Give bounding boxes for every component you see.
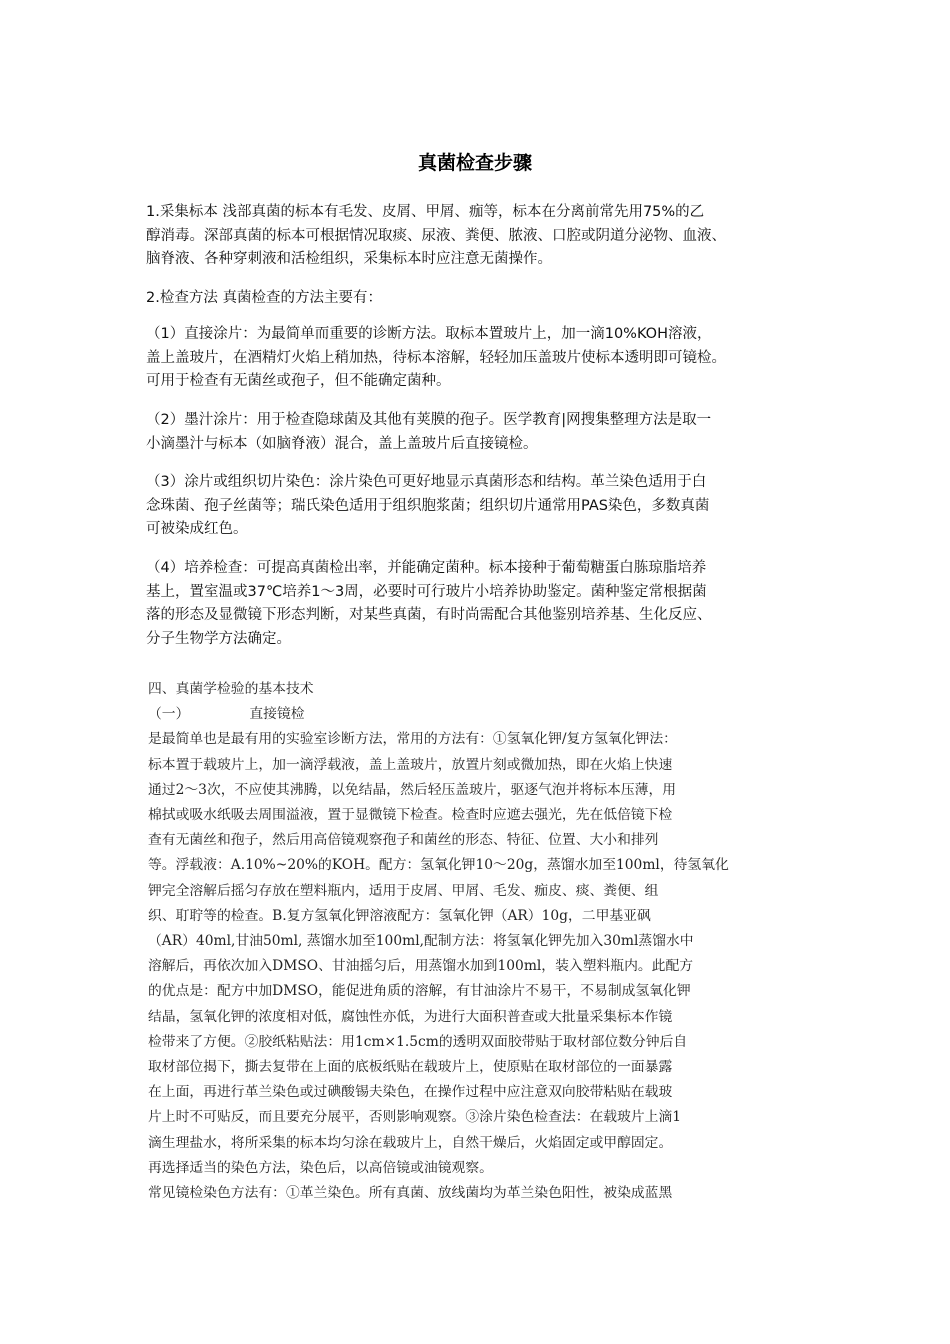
section-heading: 四、真菌学检验的基本技术 [148, 681, 314, 697]
paragraph-method [146, 287, 808, 311]
text-line: 查有无菌丝和孢子，然后用高倍镜观察孢子和菌丝的形态、特征、位置、大小和排列 [148, 832, 659, 849]
subsection-heading [148, 702, 808, 727]
text-line: 分子生物学方法确定。 [146, 630, 291, 647]
text-line: 通过2～3次，不应使其沸腾，以免结晶，然后轻压盖玻片，驱逐气泡并将标本压薄，用 [148, 781, 677, 798]
text-line: 落的形态及显微镜下形态判断，对某些真菌，有时尚需配合其他鉴别培养基、生化反应、 [146, 607, 712, 623]
text-line: 是最简单也是最有用的实验室诊断方法，常用的方法有：①氢氧化钾/复方氢氧化钾法： [148, 731, 677, 748]
text-line: 醇消毒。深部真菌的标本可根据情况取痰、尿液、粪便、脓液、口腔或阴道分泌物、血液、 [146, 227, 726, 244]
text-line: （4）培养检查：可提高真菌检出率，并能确定菌种。标本接种于葡萄糖蛋白胨琼脂培养 [146, 560, 707, 576]
text-line: 溶解后，再依次加入DMSO、甘油摇匀后，用蒸馏水加到100ml，装入塑料瓶内。此配方 [148, 958, 694, 975]
text-line: （AR）40ml,甘油50ml, 蒸馏水加至100ml,配制方法：将氢氧化钾先加入30ml蒸馏水中 [148, 933, 694, 950]
section-basic-techniques [148, 677, 808, 1206]
text-line: 盖上盖玻片，在酒精灯火焰上稍加热，待标本溶解，轻轻加压盖玻片使标本透明即可镜检。 [146, 349, 726, 366]
subsection-title: 直接镜检 [249, 706, 305, 723]
text-line: 可被染成红色。 [146, 521, 248, 537]
subsection-number: （一） [148, 706, 190, 723]
text-line: 小滴墨汁与标本（如脑脊液）混合，盖上盖玻片后直接镜检。 [146, 435, 538, 452]
text-line: 再选择适当的染色方法，染色后，以高倍镜或油镜观察。 [148, 1159, 493, 1176]
text-line: 脑脊液、各种穿刺液和活检组织，采集标本时应注意无菌操作。 [146, 251, 552, 267]
text-line: 在上面，再进行革兰染色或过碘酸锡夫染色，在操作过程中应注意双向胶带粘贴在载玻 [148, 1084, 673, 1101]
text-line: 基上，置室温或37℃培养1～3周，必要时可行玻片小培养协助鉴定。菌种鉴定常根据菌 [146, 583, 707, 600]
paragraph-staining [146, 471, 808, 542]
text-line: 常见镜检染色方法有：①革兰染色。所有真菌、放线菌均为革兰染色阳性，被染成蓝黑 [148, 1185, 673, 1202]
paragraph-ink-smear [146, 409, 808, 456]
text-line: （1）直接涂片：为最简单而重要的诊断方法。取标本置玻片上，加一滴10%KOH溶液， [146, 326, 712, 342]
text-line: 滴生理盐水，将所采集的标本均匀涂在载玻片上，自然干燥后，火焰固定或甲醇固定。 [148, 1134, 673, 1151]
text-line: 结晶，氢氧化钾的浓度相对低，腐蚀性亦低，为进行大面积普查或大批量采集标本作镜 [148, 1008, 673, 1025]
page-title: 真菌检查步骤 [417, 152, 532, 174]
text-line: （3）涂片或组织切片染色：涂片染色可更好地显示真菌形态和结构。革兰染色适用于白 [146, 474, 707, 490]
text-line: 检带来了方便。②胶纸粘贴法：用1cm×1.5cm的透明双面胶带贴于取材部位数分钟后自 [148, 1033, 688, 1050]
text-line: （2）墨汁涂片：用于检查隐球菌及其他有荚膜的孢子。医学教育|网搜集整理方法是取一 [146, 412, 712, 428]
text-line: 钾完全溶解后摇匀存放在塑料瓶内，适用于皮屑、甲屑、毛发、痂皮、痰、粪便、组 [148, 882, 659, 899]
text-line: 1.采集标本 浅部真菌的标本有毛发、皮屑、甲屑、痂等，标本在分离前常先用75%的乙 [146, 204, 705, 220]
paragraph-collect [146, 201, 808, 272]
paragraph-direct-smear [146, 323, 808, 394]
text-line: 取材部位揭下，撕去复带在上面的底板纸贴在载玻片上，使原贴在取材部位的一面暴露 [148, 1059, 673, 1076]
text-line: 片上时不可贴反，而且要充分展平，否则影响观察。③涂片染色检查法：在载玻片上滴1 [148, 1109, 682, 1126]
text-line: 等。浮载液：A.10%~20%的KOH。配方：氢氧化钾10～20g，蒸馏水加至100ml，待氢氧化 [148, 857, 729, 874]
text-line: 标本置于载玻片上，加一滴浮载液，盖上盖玻片，放置片刻或微加热，即在火焰上快速 [148, 756, 673, 773]
text-line: 织、耵聍等的检查。B.复方氢氧化钾溶液配方：氢氧化钾（AR）10g，二甲基亚砜 [148, 907, 651, 924]
text-line: 念珠菌、孢子丝菌等；瑞氏染色适用于组织胞浆菌；组织切片通常用PAS染色，多数真菌 [146, 497, 710, 514]
paragraph-culture [146, 557, 808, 651]
text-line: 2.检查方法 真菌检查的方法主要有： [146, 290, 382, 306]
text-line: 棉拭或吸水纸吸去周围溢液，置于显微镜下检查。检查时应遮去强光，先在低倍镜下检 [148, 807, 673, 824]
text-line: 的优点是：配方中加DMSO，能促进角质的溶解，有甘油涂片不易干，不易制成氢氧化钾 [148, 983, 691, 1000]
text-line: 可用于检查有无菌丝或孢子，但不能确定菌种。 [146, 373, 451, 389]
